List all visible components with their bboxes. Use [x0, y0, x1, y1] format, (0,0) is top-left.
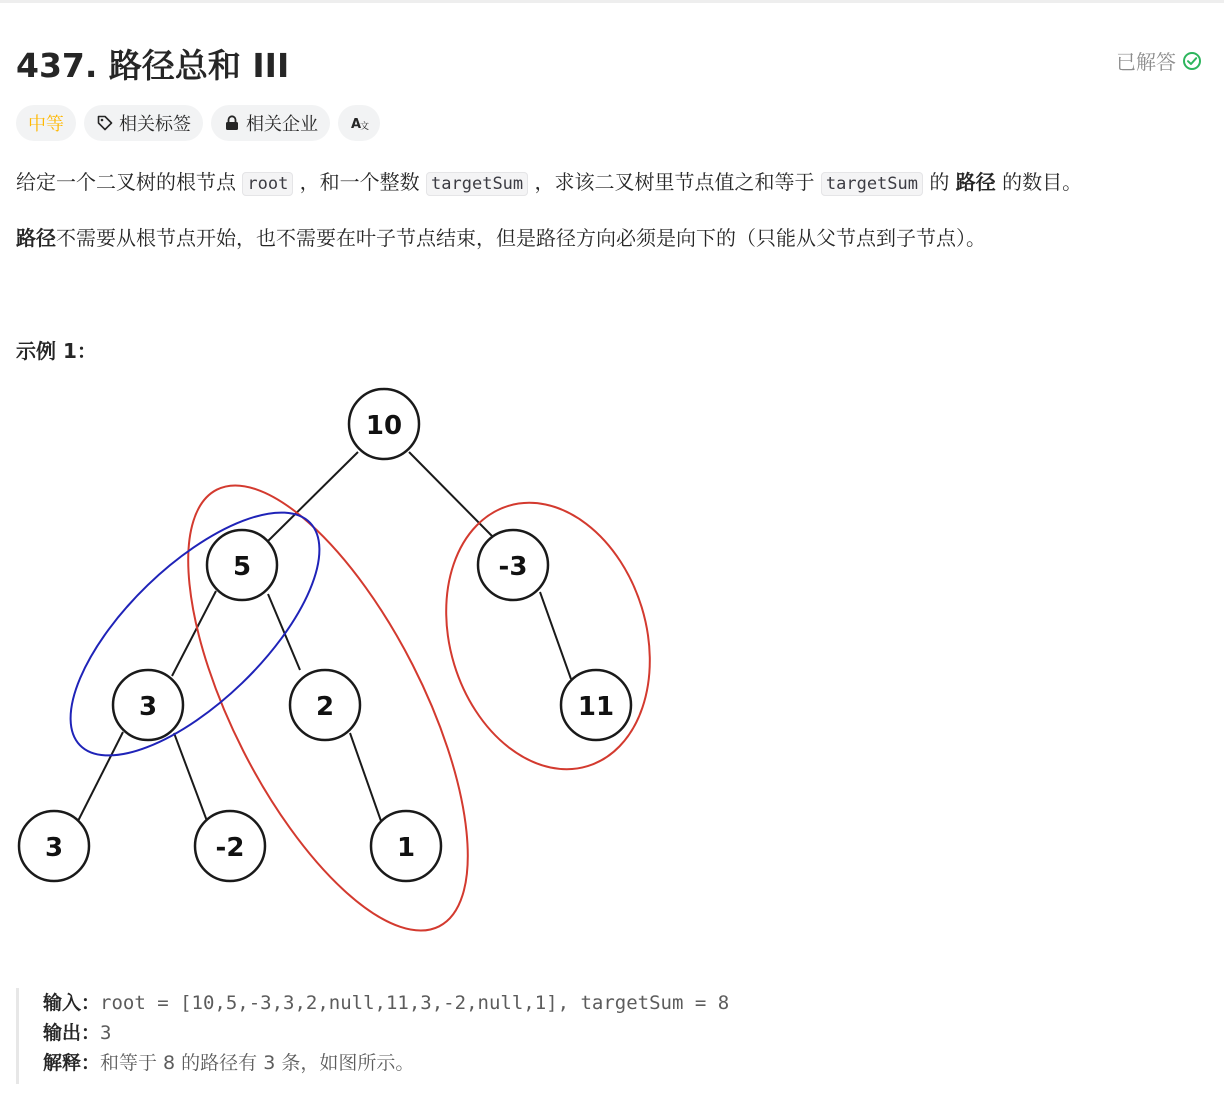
related-companies-button[interactable] [211, 105, 330, 141]
difficulty-label: 中等 [28, 114, 64, 135]
desc-text: ，求该二叉树里节点值之和等于 [534, 170, 815, 194]
desc-bold-path: 路径 [955, 170, 996, 194]
node-label: 3 [138, 692, 158, 722]
node-label: 5 [232, 552, 252, 582]
solved-status-label: 已解答 [1116, 50, 1176, 74]
tree-node-root [349, 389, 419, 459]
input-label: 输入： [43, 992, 101, 1014]
explain-value: 和等于 8 的路径有 3 条，如图所示。 [100, 1052, 415, 1074]
solved-status [1116, 46, 1202, 75]
tree-edge [78, 732, 123, 821]
top-divider [0, 0, 1224, 3]
path-ellipse-red-right [415, 477, 682, 794]
problem-header [16, 36, 1208, 84]
example-output-line [43, 1018, 916, 1048]
translate-icon [350, 114, 368, 132]
output-label: 输出： [43, 1022, 101, 1044]
code-root: root [242, 172, 293, 196]
tree-node [561, 670, 631, 740]
input-value: root = [10,5,-3,3,2,null,11,3,-2,null,1], targetSum = 8 [100, 992, 730, 1014]
tree-edges [78, 452, 571, 821]
tree-node [371, 811, 441, 881]
tree-edge [350, 733, 381, 821]
example-tree-diagram [0, 370, 700, 940]
example-title: 示例 1： [16, 339, 97, 363]
desc-text: 的 [929, 170, 950, 194]
tree-edge [267, 452, 358, 542]
description-paragraph-1 [16, 167, 1082, 199]
description-paragraph-2 [16, 223, 986, 253]
tree-edge [268, 594, 300, 670]
tree-node [207, 530, 277, 600]
svg-text:A: A [351, 117, 362, 132]
node-label: 3 [44, 833, 64, 863]
path-ellipse-blue [33, 474, 358, 794]
output-value: 3 [100, 1022, 112, 1044]
node-label: -2 [215, 833, 245, 863]
lock-icon [223, 114, 241, 132]
tag-icon [96, 114, 114, 132]
tag-bar [16, 105, 380, 141]
node-label: 2 [315, 692, 335, 722]
tree-edge [174, 733, 207, 821]
code-targetsum: targetSum [821, 172, 923, 196]
related-tags-button[interactable] [84, 105, 203, 141]
explain-label: 解释： [43, 1052, 101, 1074]
desc-text: ，和一个整数 [299, 170, 420, 194]
example-explain-line [43, 1048, 916, 1078]
node-label: 10 [365, 411, 403, 441]
tree-node [19, 811, 89, 881]
related-tags-label: 相关标签 [119, 114, 191, 135]
desc-text: 给定一个二叉树的根节点 [16, 170, 236, 194]
example-io-block [16, 988, 916, 1084]
tree-node [195, 811, 265, 881]
tree-node [113, 670, 183, 740]
check-circle-icon [1182, 51, 1202, 71]
example-input-line [43, 988, 916, 1018]
desc-text: 的数目。 [1002, 170, 1083, 194]
desc-text: 不需要从根节点开始，也不需要在叶子节点结束，但是路径方向必须是向下的（只能从父节点到子节点）。 [56, 226, 986, 250]
tree-edge [540, 592, 571, 679]
node-label: -3 [498, 552, 528, 582]
desc-bold-path: 路径 [16, 226, 56, 250]
svg-text:文: 文 [360, 122, 370, 132]
translate-button[interactable] [338, 105, 380, 141]
difficulty-badge[interactable] [16, 105, 76, 141]
node-label: 11 [577, 692, 615, 722]
related-companies-label: 相关企业 [246, 114, 318, 135]
tree-node [478, 530, 548, 600]
tree-node [290, 670, 360, 740]
code-targetsum: targetSum [426, 172, 528, 196]
tree-edge [172, 591, 216, 676]
node-label: 1 [396, 833, 416, 863]
problem-title[interactable]: 437. 路径总和 III [16, 46, 290, 85]
